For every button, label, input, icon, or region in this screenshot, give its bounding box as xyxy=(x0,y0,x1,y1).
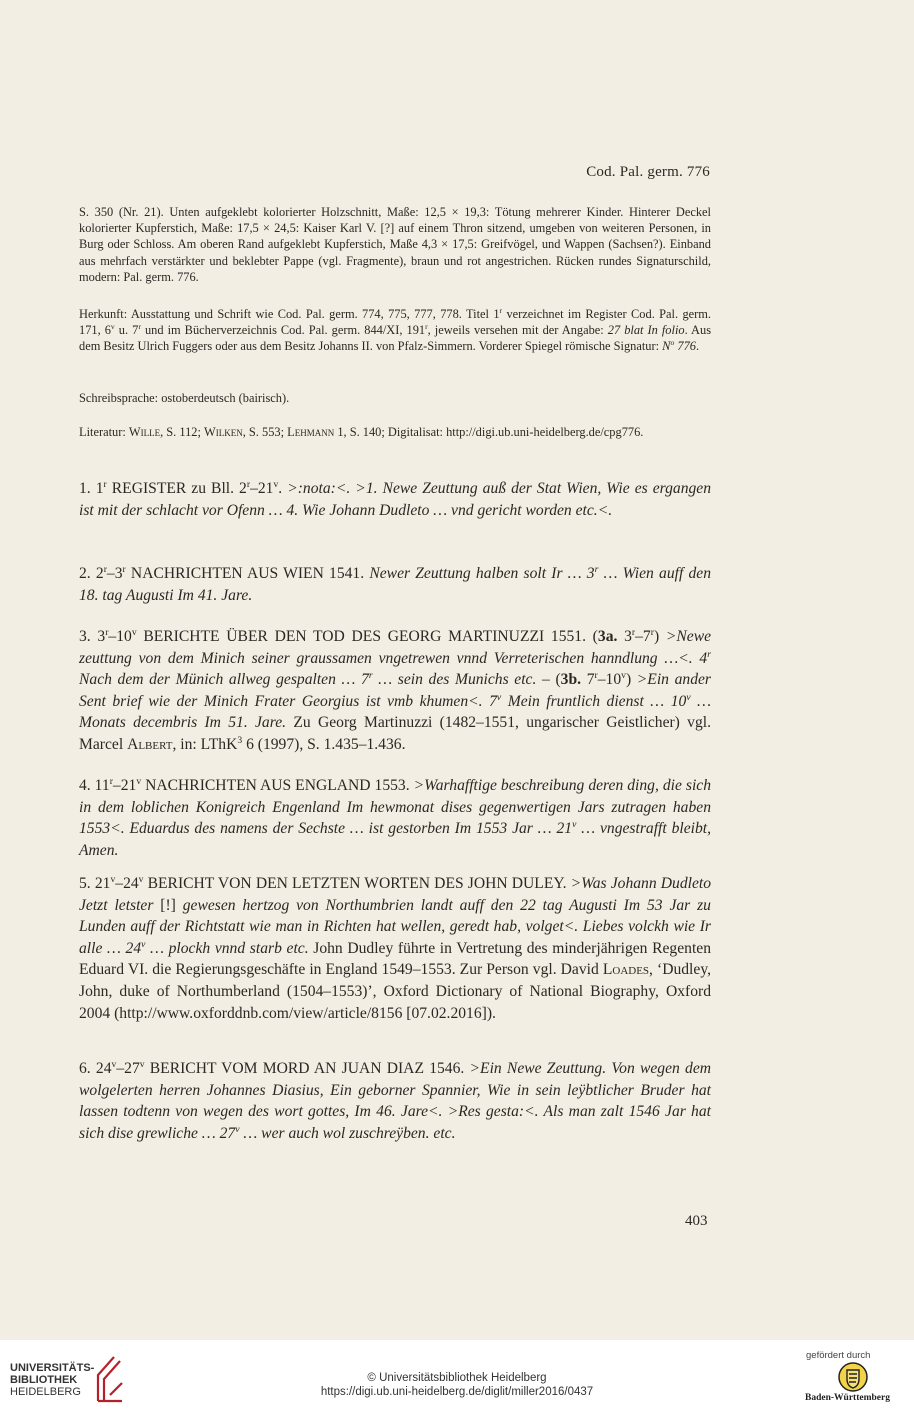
entry-3: 3. 3$^r$–10$^v$ BERICHTE ÜBER DEN TOD DES GEORG MARTINUZZI 1551. (3a. $3^r-7^r$) >Newe zeuttung von dem Minich seiner graussamen vngetrewen vnnd Verreterischen hanndlung …<. 4$^r$ Nach dem der Münich allweg gespalten … 7$^r$ … sein des Munichs etc. – (3b. $7^r-10^v) >Ein$ ander Sent brief wie der Minich Frater Georgius ist vmb khumen<. 7$^v$ Mein fruntlich dienst … 10$^v$ … Monats decembris Im 51. Jare. Zu Georg Martinuzzi (1482–1551, ungarischer Geistlicher) vgl. Marcel Albert, in: LThK$^3$ 6 (1997), S. 1.435–1.436. xyxy=(79,626,712,753)
language-note: Schreibsprache: ostoberdeutsch (bairisch). xyxy=(79,391,290,405)
running-title: Cod. Pal. germ. 776 xyxy=(586,164,710,180)
sponsor-note: gefördert durch xyxy=(806,1350,871,1361)
permalink[interactable]: https://digi.ub.uni-heidelberg.de/diglit/miller2016/0437 xyxy=(320,1386,594,1398)
entry-6: 6. 24$^v$–27$^v$ BERICHT VOM MORD AN JUAN DIAZ 1546. >Ein Newe Zeuttung. Von wegen dem wolgelerten herren Johannes Diasius, Ein geborner Spannier, Wie in sein leÿbtlicher Bruder hat lassen todtenn von wegen des wort gottes, Im 46. Jare<. >Res gesta:<. Als man zalt 1546 Jar hat sich dise grewliche … 27$^v$ … wer auch wol zuschreÿben. etc. xyxy=(79,1058,711,1142)
provenance-paragraph: Herkunft: Ausstattung und Schrift wie Cod. Pal. germ. 774, 775, 777, 778. Titel 1$^r$ verzeichnet im Register Cod. Pal. germ. 171, 6$^v$ u. 7$^r$ und im Bücherverzeichnis Cod. Pal. germ. 844/XI, 191$^r$, jeweils versehen mit der Angabe: 27 blat In folio. Aus dem Besitz Ulrich Fuggers oder aus dem Besitz Johanns II. von Pfalz-Simmern. Vorderer Spiegel römische Signatur: $N^o$ 776. xyxy=(79,305,712,354)
footer-bar xyxy=(0,1340,914,1411)
literature-paragraph: Literatur: Wille, S. 112; Wilken, S. 553; Lehmann 1, S. 140; Digitalisat: http://digi.ub.uni-heidelberg.de/cpg776. xyxy=(79,425,644,439)
entry-5: 5. 21$^v$–24$^v$ BERICHT VON DEN LETZTEN WORTEN DES JOHN DULEY. >Was Johann Dudleto Jetzt letster [!] gewesen hertzog von Northumbrien landt auff den 22 tag Augusti Im 53 Jar zu Lunden auff der Richtstatt wie man in Richten hat wellen, geredt hab, volget<. Liebes volckh wie Ir alle … 24$^v$ … plockh vnnd starb etc. John Dudley führte in Vertretung des minderjährigen Regenten Eduard VI. die Regierungsgeschäfte in England 1549–1553. Zur Person vgl. David Loades, ‘Dudley, John, duke of Northumberland (1504–1553)’, Oxford Dictionary of National Biography, Oxford 2004 (http://www.oxforddnb.com/view/article/8156 [07.02.2016]). xyxy=(79,873,712,1022)
binding-description: S. 350 (Nr. 21). Unten aufgeklebt kolorierter Holzschnitt, Maße: 12,5 × 19,3: Tötung mehrerer Kinder. Hinterer Deckel kolorierter Kupferstich, Maße: 17,5 × 24,5: Kaiser Karl V. [?] auf einem Thron sitzend, umgeben von weiteren Personen, in Burg oder Schloss. Am oberen Rand aufgeklebt Kupferstich, Maße 4,3 × 17,5: Greifvögel, und Wappen (Sachsen?). Einband aus mehrfach verstärkter und beklebter Pappe (vgl. Fragmente), braun und rot angestrichen. Rücken rundes Signaturschild, modern: Pal. germ. 776. xyxy=(79,205,711,284)
bw-coat-of-arms-icon xyxy=(838,1362,868,1392)
sponsor-name: Baden-Württemberg xyxy=(805,1393,890,1403)
page-number: 403 xyxy=(685,1213,708,1229)
copyright-notice: © Universitätsbibliothek Heidelberg xyxy=(367,1372,547,1384)
entry-4: 4. 11$^r$–21$^v$ NACHRICHTEN AUS ENGLAND 1553. >Warhafftige beschreibung deren ding, die sich in dem loblichen Konigreich Engenland Im hewmonat dises gegenwertigen Jars zutragen haben 1553<. Eduardus des namens der Sechste … ist gestorben Im 1553 Jar … 21$^v$ … vngestrafft bleibt, Amen. xyxy=(79,775,711,859)
ub-heidelberg-wordmark[interactable]: UNIVERSITÄTS- BIBLIOTHEK HEIDELBERG xyxy=(10,1362,95,1398)
entry-2: 2. 2$^r$–3$^r$ NACHRICHTEN AUS WIEN 1541. Newer Zeuttung halben solt Ir … 3$^r$ … Wien auff den 18. tag Augusti Im 41. Jare. xyxy=(79,563,711,604)
entry-1: 1. 1$^r$ REGISTER zu Bll. $2^r-21^v$. >:nota:<. >1. Newe Zeuttung auß der Stat Wien, Wie es ergangen ist mit der schlacht vor Ofenn … 4. Wie Johann Dudleto … vnd gericht worden etc.<. xyxy=(79,478,712,519)
